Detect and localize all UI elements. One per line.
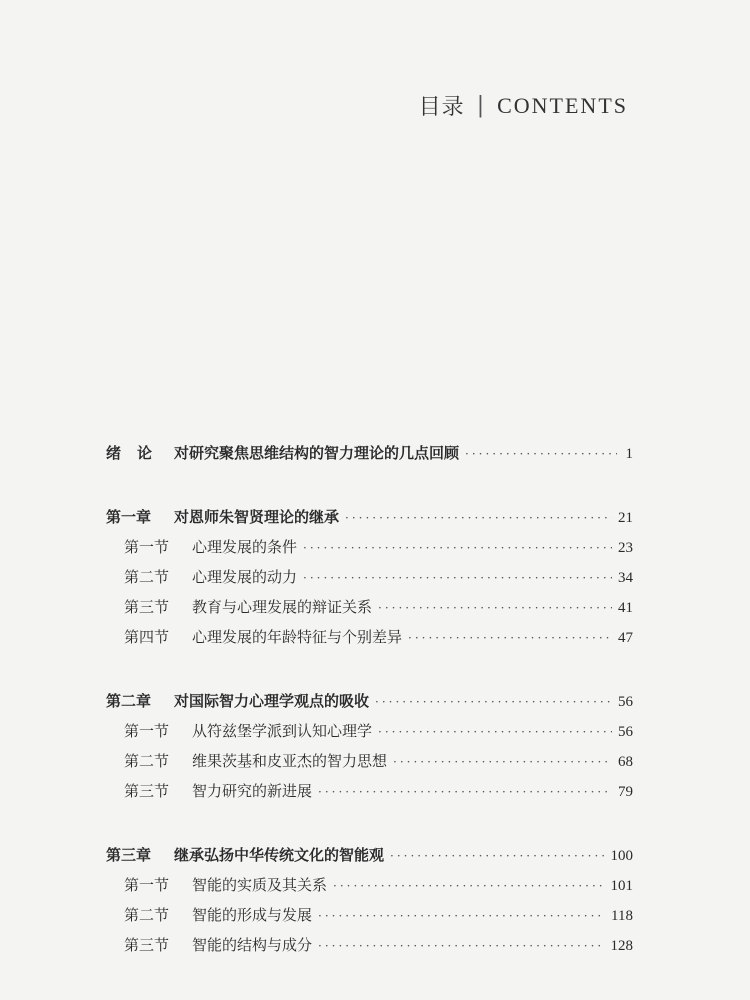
entry-label: 第二节 (124, 906, 170, 924)
entry-title: 心理发展的年龄特征与个别差异 (192, 628, 403, 646)
entry-title: 对国际智力心理学观点的吸收 (174, 692, 370, 710)
entry-page: 1 (625, 446, 633, 462)
toc-entry-intro[interactable] (106, 438, 633, 468)
entry-label: 第三节 (124, 598, 170, 616)
entry-title: 继承弘扬中华传统文化的智能观 (174, 846, 385, 864)
leader-dots (465, 439, 617, 469)
entry-label: 第一章 (106, 508, 152, 526)
leader-dots (408, 623, 612, 653)
leader-dots (333, 871, 604, 901)
entry-page: 41 (618, 600, 633, 616)
entry-title: 心理发展的条件 (192, 538, 298, 556)
leader-dots (303, 563, 612, 593)
entry-page: 79 (618, 784, 633, 800)
leader-dots (345, 503, 612, 533)
entry-label: 第四节 (124, 628, 170, 646)
entry-page: 101 (610, 878, 633, 894)
table-of-contents (106, 438, 633, 960)
entry-page: 23 (618, 540, 633, 556)
entry-label: 第一节 (124, 876, 170, 894)
entry-title: 智能的结构与成分 (192, 936, 313, 954)
entry-page: 34 (618, 570, 633, 586)
entry-label: 绪论 (106, 444, 169, 462)
entry-title: 智力研究的新进展 (192, 782, 313, 800)
leader-dots (393, 747, 612, 777)
toc-entry-section[interactable] (106, 930, 633, 960)
toc-entry-chapter-2[interactable] (106, 686, 633, 716)
leader-dots (375, 687, 612, 717)
title-chinese: 目录 (418, 95, 465, 120)
toc-entry-section[interactable] (106, 622, 633, 652)
entry-page: 56 (618, 694, 633, 710)
entry-label: 第三节 (124, 936, 170, 954)
entry-page: 68 (618, 754, 633, 770)
toc-entry-section[interactable] (106, 532, 633, 562)
entry-label: 第三章 (106, 846, 152, 864)
entry-page: 56 (618, 724, 633, 740)
entry-title: 智能的形成与发展 (192, 906, 313, 924)
entry-page: 118 (611, 908, 633, 924)
entry-label: 第二章 (106, 692, 152, 710)
toc-entry-section[interactable] (106, 562, 633, 592)
leader-dots (390, 841, 604, 871)
entry-page: 100 (610, 848, 633, 864)
toc-entry-section[interactable] (106, 746, 633, 776)
leader-dots (318, 931, 604, 961)
toc-entry-section[interactable] (106, 716, 633, 746)
leader-dots (318, 777, 612, 807)
toc-entry-section[interactable] (106, 592, 633, 622)
entry-page: 21 (618, 510, 633, 526)
entry-title: 对恩师朱智贤理论的继承 (174, 508, 340, 526)
leader-dots (318, 901, 605, 931)
entry-title: 教育与心理发展的辩证关系 (192, 598, 373, 616)
toc-entry-section[interactable] (106, 900, 633, 930)
leader-dots (378, 593, 612, 623)
entry-title: 智能的实质及其关系 (192, 876, 328, 894)
entry-page: 47 (618, 630, 633, 646)
title-separator: | (476, 93, 486, 118)
entry-label: 第二节 (124, 568, 170, 586)
entry-title: 维果茨基和皮亚杰的智力思想 (192, 752, 388, 770)
entry-title: 对研究聚焦思维结构的智力理论的几点回顾 (174, 444, 460, 462)
title-english: CONTENTS (497, 92, 628, 118)
entry-title: 心理发展的动力 (192, 568, 298, 586)
page-title (419, 90, 628, 121)
entry-label: 第二节 (124, 752, 170, 770)
entry-label: 第三节 (124, 782, 170, 800)
toc-entry-section[interactable] (106, 870, 633, 900)
entry-label: 第一节 (124, 538, 170, 556)
entry-page: 128 (610, 938, 633, 954)
toc-entry-section[interactable] (106, 776, 633, 806)
leader-dots (303, 533, 612, 563)
leader-dots (378, 717, 612, 747)
entry-title: 从符兹堡学派到认知心理学 (192, 722, 373, 740)
toc-entry-chapter-1[interactable] (106, 502, 633, 532)
toc-entry-chapter-3[interactable] (106, 840, 633, 870)
entry-label: 第一节 (124, 722, 170, 740)
